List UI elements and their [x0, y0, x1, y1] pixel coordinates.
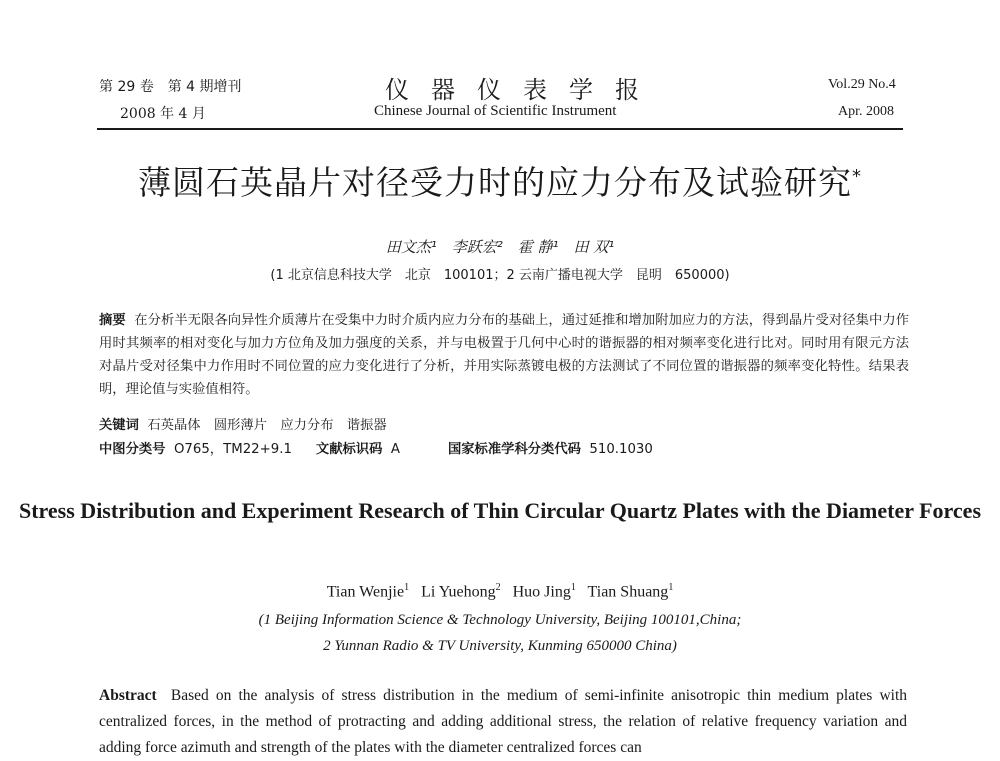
std-code-label: 国家标准学科分类代码: [447, 442, 581, 457]
header-date-cn: 2008 年 4 月: [120, 106, 206, 122]
paper-title-cn: 薄圆石英晶片对径受力时的应力分布及试验研究*: [138, 163, 862, 202]
abstract-en-label: Abstract: [99, 687, 157, 704]
doc-code-value: A: [390, 442, 400, 457]
header-rule: [97, 128, 903, 130]
affiliation-cn: (1 北京信息科技大学 北京 100101；2 云南广播电视大学 昆明 650000): [270, 268, 730, 283]
doc-code-label: 文献标识码: [315, 442, 383, 457]
journal-name-cn: 仪器仪表学报: [385, 76, 661, 104]
authors-en: Tian Wenjie$^1$ Li Yuehong$^2$ Huo Jing$^1$ Tian Shuang$^1$: [326, 582, 674, 601]
clc-label: 中图分类号: [99, 442, 166, 457]
abstract-cn-text: 在分析半无限各向异性介质薄片在受集中力时介质内应力分布的基础上，通过延推和增加附加应力的方法，得到晶片受对径集中力作用时其频率的相对变化与加力方位角及加力强度的关系，并与电极置于几何中心时的谐振器的相对频率变化进行比对。同时用有限元方法对晶片受对径集中力作用时不同位置的应力变化进行了分析，并用实际蒸镀电极的方法测试了不同位置的谐振器的频率变化特性。结果表明，理论值与实验值相符。: [99, 313, 909, 397]
header-volume-en: Vol.29 No.4: [828, 77, 896, 92]
author-en-2: Li Yuehong: [421, 583, 496, 601]
authors-cn: 田文杰¹ 李跃宏² 霍 静¹ 田 双¹: [385, 238, 615, 256]
abstract-en: [99, 683, 907, 761]
header-volume-cn: 第 29 卷 第 4 期增刊: [99, 79, 242, 95]
keywords-cn: [99, 414, 387, 433]
classification-line: [99, 438, 653, 457]
title-footnote-mark: *: [852, 166, 862, 187]
author-en-1: Tian Wenjie: [326, 583, 405, 601]
std-code-value: 510.1030: [589, 442, 653, 457]
author-en-4: Tian Shuang: [587, 583, 669, 601]
journal-name-en: Chinese Journal of Scientific Instrument: [374, 103, 617, 119]
clc-value: O765，TM22+9.1: [173, 442, 292, 457]
header-date-en: Apr. 2008: [838, 104, 894, 119]
abstract-en-text: Based on the analysis of stress distribution in the medium of semi-infinite anisotropic thin medium plates with centralized forces, in the method of protracting and adding additional stress, the relation of relative frequency variation and adding force azimuth and strength of the plates with the diameter centralized forces can: [99, 687, 907, 756]
author-en-3: Huo Jing: [512, 583, 571, 601]
keywords-cn-label: 关键词: [99, 418, 139, 433]
abstract-cn: [99, 309, 909, 401]
affiliation-en-2: 2 Yunnan Radio & TV University, Kunming 650000 China): [323, 638, 677, 654]
keywords-cn-text: 石英晶体 圆形薄片 应力分布 谐振器: [147, 418, 387, 433]
affiliation-en-1: (1 Beijing Information Science & Technology University, Beijing 100101,China;: [258, 612, 742, 628]
paper-title-en: Stress Distribution and Experiment Research of Thin Circular Quartz Plates with the Diameter Forces: [18, 498, 982, 523]
abstract-cn-label: 摘要: [99, 313, 126, 328]
